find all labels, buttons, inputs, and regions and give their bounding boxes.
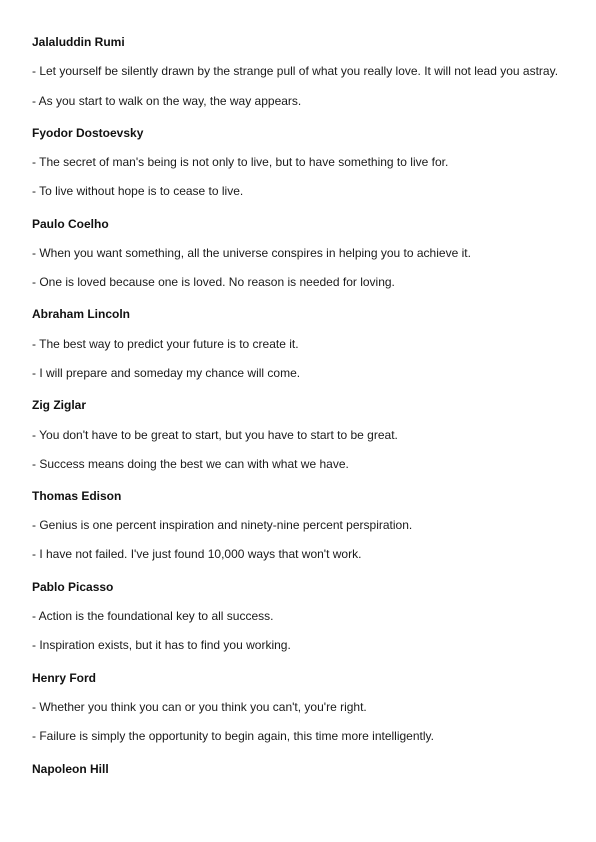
- quote-line: - As you start to walk on the way, the way appears.: [32, 94, 302, 108]
- quote-line: - Genius is one percent inspiration and ninety-nine percent perspiration.: [32, 518, 413, 532]
- author-heading: Thomas Edison: [32, 489, 122, 503]
- author-heading: Abraham Lincoln: [32, 307, 131, 321]
- author-heading: Pablo Picasso: [32, 580, 114, 594]
- quote-line: - The secret of man's being is not only to live, but to have something to live for.: [32, 155, 449, 169]
- quote-line: - Failure is simply the opportunity to begin again, this time more intelligently.: [32, 729, 434, 743]
- quote-line: - I have not failed. I've just found 10,000 ways that won't work.: [32, 547, 362, 561]
- quote-line: - Action is the foundational key to all success.: [32, 609, 274, 623]
- author-heading: Napoleon Hill: [32, 762, 109, 776]
- quote-line: - Inspiration exists, but it has to find you working.: [32, 638, 291, 652]
- quote-line: - Let yourself be silently drawn by the strange pull of what you really love. It will not lead you astray.: [32, 64, 559, 78]
- quote-line: - I will prepare and someday my chance will come.: [32, 366, 301, 380]
- quote-line: - You don't have to be great to start, but you have to start to be great.: [32, 428, 398, 442]
- author-heading: Fyodor Dostoevsky: [32, 126, 144, 140]
- quote-line: - The best way to predict your future is to create it.: [32, 337, 299, 351]
- quote-line: - Success means doing the best we can with what we have.: [32, 457, 349, 471]
- quote-line: - One is loved because one is loved. No reason is needed for loving.: [32, 275, 395, 289]
- author-heading: Paulo Coelho: [32, 217, 109, 231]
- quote-line: - To live without hope is to cease to live.: [32, 184, 244, 198]
- author-heading: Jalaluddin Rumi: [32, 35, 125, 49]
- author-heading: Henry Ford: [32, 671, 97, 685]
- quote-line: - Whether you think you can or you think you can't, you're right.: [32, 700, 367, 714]
- author-heading: Zig Ziglar: [32, 398, 86, 412]
- quote-line: - When you want something, all the universe conspires in helping you to achieve it.: [32, 246, 471, 260]
